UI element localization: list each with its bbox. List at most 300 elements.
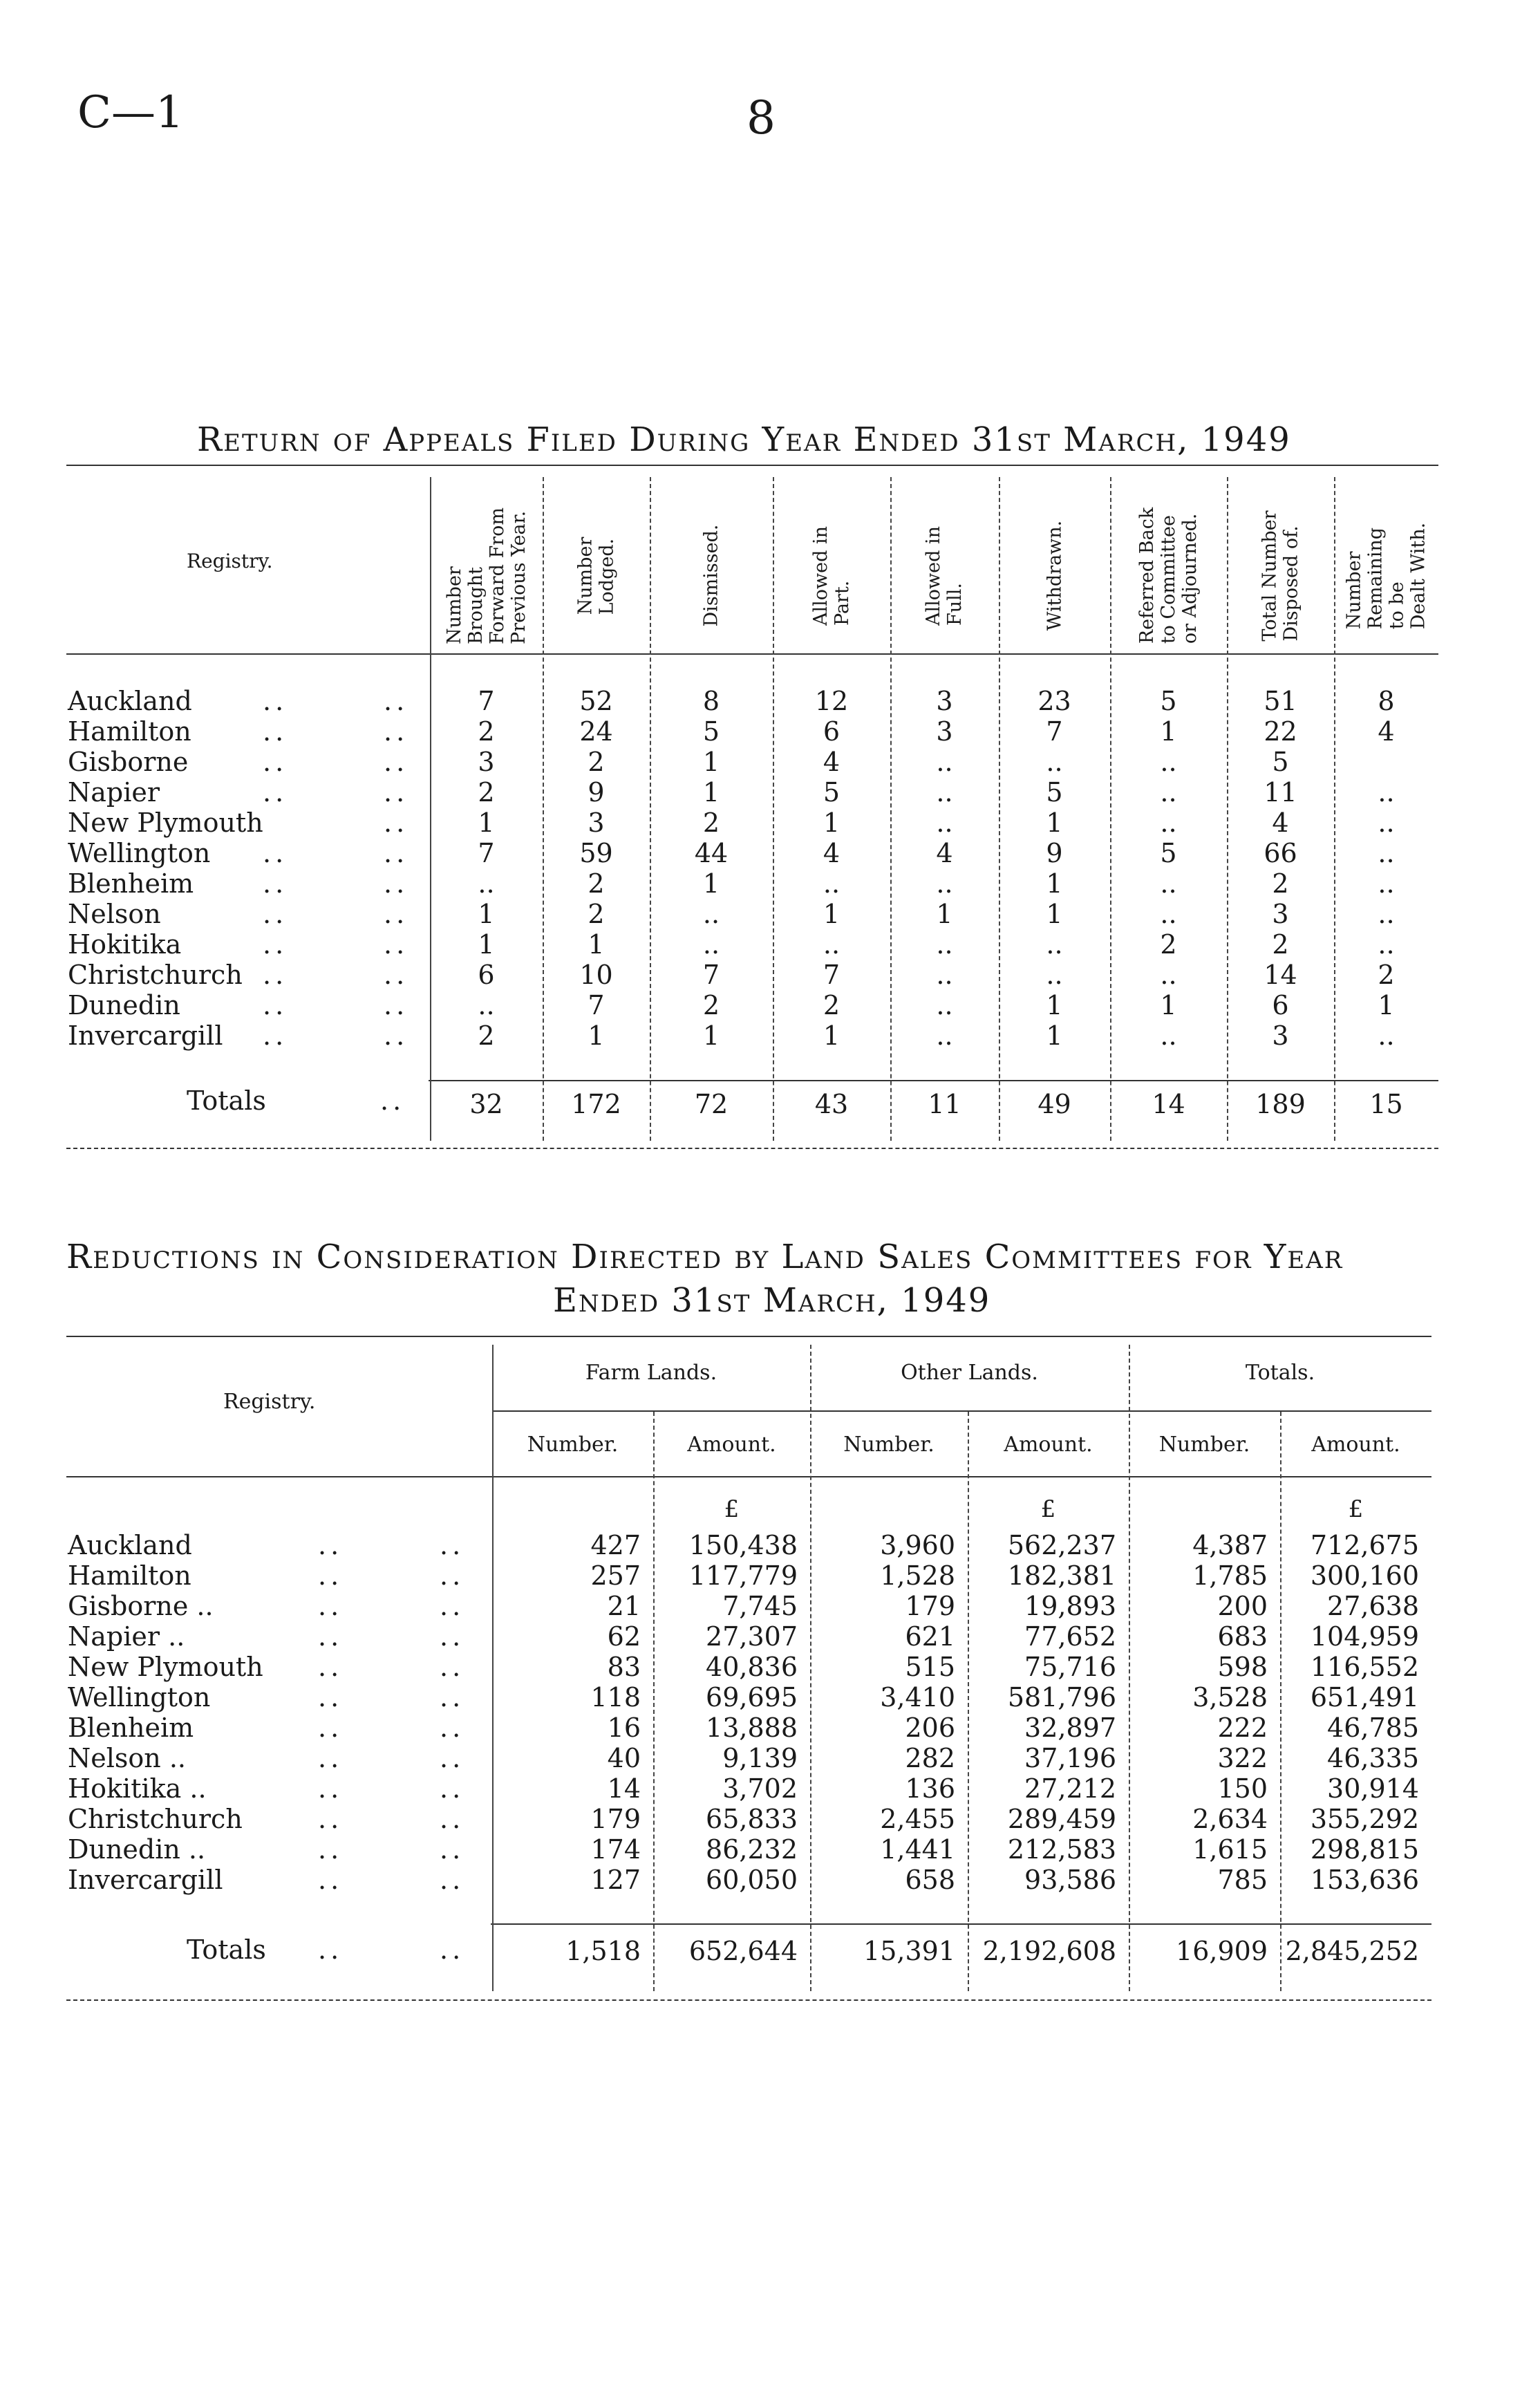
table2-header-rule bbox=[66, 1476, 1431, 1477]
table1-cell: .. bbox=[823, 868, 841, 899]
table1-cell: .. bbox=[936, 777, 953, 808]
table1-column-header-label: Number Remaining to be Dealt With. bbox=[1343, 522, 1429, 629]
table2-cell: 3,410 bbox=[880, 1682, 955, 1713]
table2-row-registry: Hokitika .. bbox=[68, 1773, 207, 1804]
table1-row-registry: Christchurch bbox=[68, 960, 243, 990]
table1-cell: 5 bbox=[1046, 777, 1063, 808]
table1-cell: 1 bbox=[823, 1020, 841, 1051]
table1-column-header-label: Withdrawn. bbox=[1044, 520, 1065, 631]
table1-cell: 3 bbox=[478, 747, 495, 777]
table1-cell: 1 bbox=[478, 929, 495, 960]
table2-group-header: Farm Lands. bbox=[585, 1361, 717, 1385]
table2-total-cell: 652,644 bbox=[688, 1936, 798, 1966]
table2-cell: 116,552 bbox=[1310, 1652, 1419, 1682]
table2-total-cell: 16,909 bbox=[1176, 1936, 1268, 1966]
table2-cell: 200 bbox=[1217, 1591, 1268, 1621]
table2-subheader: Number. bbox=[843, 1433, 935, 1457]
table2-cell: 21 bbox=[607, 1591, 641, 1621]
table1-cell: 51 bbox=[1264, 686, 1297, 716]
table2-cell: 179 bbox=[590, 1804, 641, 1834]
table1-cell: .. bbox=[1160, 960, 1177, 990]
table2-cell: 289,459 bbox=[1007, 1804, 1116, 1834]
table2-pound-sign: £ bbox=[1040, 1495, 1056, 1523]
table1-cell: 6 bbox=[478, 960, 495, 990]
table2-row-leader: .. bbox=[440, 1530, 465, 1560]
table2-cell: 83 bbox=[607, 1652, 641, 1682]
table1-cell: 1 bbox=[1046, 990, 1063, 1020]
table1-total-cell: 15 bbox=[1369, 1089, 1403, 1119]
table1-cell: 9 bbox=[588, 777, 605, 808]
table2-cell: 19,893 bbox=[1024, 1591, 1116, 1621]
table1-cell: .. bbox=[702, 929, 720, 960]
table2-cell: 658 bbox=[905, 1865, 955, 1895]
table2-group-rule bbox=[492, 1410, 1431, 1412]
table2-row-leader: .. bbox=[318, 1713, 344, 1743]
table1-cell: .. bbox=[1046, 747, 1063, 777]
table2-cell: 75,716 bbox=[1024, 1652, 1116, 1682]
table2-cell: 16 bbox=[607, 1713, 641, 1743]
table2-row-leader: .. bbox=[318, 1804, 344, 1834]
table1-column-header bbox=[430, 491, 543, 660]
table1-total-cell: 172 bbox=[571, 1089, 621, 1119]
table2-cell: 65,833 bbox=[706, 1804, 798, 1834]
table2-cell: 683 bbox=[1217, 1621, 1268, 1652]
table2-cell: 2,634 bbox=[1192, 1804, 1268, 1834]
table2-row-leader: .. bbox=[440, 1621, 465, 1652]
table2-row-leader: .. bbox=[318, 1530, 344, 1560]
table1-cell: 59 bbox=[579, 838, 613, 868]
table1-cell: 2 bbox=[1272, 868, 1289, 899]
table2-registry-header: Registry. bbox=[223, 1390, 316, 1414]
table1-cell: .. bbox=[1378, 899, 1395, 929]
table1-cell: 2 bbox=[588, 899, 605, 929]
table1-row-leader: .. bbox=[384, 808, 409, 838]
table2-row-leader: .. bbox=[440, 1834, 465, 1865]
table2-cell: 3,528 bbox=[1192, 1682, 1268, 1713]
table1-cell: 66 bbox=[1264, 838, 1297, 868]
table1-column-header bbox=[890, 491, 999, 660]
table1-row-leader: .. bbox=[263, 777, 288, 808]
table1-row-leader: .. bbox=[384, 747, 409, 777]
table1-bottom-rule bbox=[66, 1148, 1438, 1149]
table1-cell: 7 bbox=[478, 838, 495, 868]
table2-cell: 69,695 bbox=[706, 1682, 798, 1713]
table1-cell: 3 bbox=[1272, 1020, 1289, 1051]
table1-cell: 2 bbox=[1272, 929, 1289, 960]
table1-cell: .. bbox=[702, 899, 720, 929]
table1-cell: .. bbox=[1378, 808, 1395, 838]
table1-cell: 12 bbox=[814, 686, 849, 716]
table2-cell: 136 bbox=[905, 1773, 955, 1804]
table1-cell: .. bbox=[936, 960, 953, 990]
table2-cell: 322 bbox=[1217, 1743, 1268, 1773]
table1-cell: 1 bbox=[1046, 1020, 1063, 1051]
table1-row-registry: Napier bbox=[68, 777, 160, 808]
table2-cell: 62 bbox=[607, 1621, 641, 1652]
table1-cell: 2 bbox=[1378, 960, 1395, 990]
table2-cell: 3,702 bbox=[722, 1773, 798, 1804]
table2-row-registry: Napier .. bbox=[68, 1621, 185, 1652]
table2-row-leader: .. bbox=[318, 1621, 344, 1652]
table2-title-line2: Ended 31st March, 1949 bbox=[553, 1281, 991, 1320]
table2-total-cell: 1,518 bbox=[565, 1936, 641, 1966]
table1-cell: .. bbox=[478, 990, 495, 1020]
table2-cell: 32,897 bbox=[1024, 1713, 1116, 1743]
table2-row-registry: Dunedin .. bbox=[68, 1834, 206, 1865]
table1-cell: .. bbox=[1160, 808, 1177, 838]
table2-row-leader: .. bbox=[318, 1591, 344, 1621]
table1-row-leader: .. bbox=[384, 990, 409, 1020]
table1-row-leader: .. bbox=[263, 1020, 288, 1051]
table2-cell: 1,785 bbox=[1192, 1560, 1268, 1591]
table1-cell: 10 bbox=[579, 960, 613, 990]
table2-cell: 27,212 bbox=[1024, 1773, 1116, 1804]
table2-cell: 37,196 bbox=[1024, 1743, 1116, 1773]
table1-row-leader: .. bbox=[384, 686, 409, 716]
table2-row-registry: Auckland bbox=[68, 1530, 192, 1560]
table2-row-registry: Nelson .. bbox=[68, 1743, 186, 1773]
table1-cell: 7 bbox=[1046, 716, 1063, 747]
table2-cell: 150,438 bbox=[688, 1530, 798, 1560]
table1-cell: 2 bbox=[588, 868, 605, 899]
table1-cell: 14 bbox=[1264, 960, 1297, 990]
table1-totals-label: Totals bbox=[187, 1085, 266, 1116]
table2-cell: 222 bbox=[1217, 1713, 1268, 1743]
table1-row-registry: Wellington bbox=[68, 838, 211, 868]
table1-cell: 3 bbox=[936, 716, 953, 747]
table2-row-registry: New Plymouth bbox=[68, 1652, 263, 1682]
table1-registry-header: Registry. bbox=[187, 550, 273, 572]
table1-row-leader: .. bbox=[384, 716, 409, 747]
table2-cell: 1,441 bbox=[880, 1834, 955, 1865]
table1-row-leader: .. bbox=[263, 960, 288, 990]
table1-cell: .. bbox=[936, 929, 953, 960]
table1-row-registry: Gisborne bbox=[68, 747, 189, 777]
table2-row-leader: .. bbox=[440, 1743, 465, 1773]
table2-cell: 3,960 bbox=[880, 1530, 955, 1560]
table2-row-registry: Hamilton bbox=[68, 1560, 191, 1591]
table1-cell: 1 bbox=[1378, 990, 1395, 1020]
table2-cell: 117,779 bbox=[688, 1560, 798, 1591]
table2-title-line1: Reductions in Consideration Directed by Land Sales Committees for Year bbox=[66, 1238, 1344, 1276]
table1-cell: .. bbox=[936, 808, 953, 838]
table1-cell: 3 bbox=[588, 808, 605, 838]
table1-column-header bbox=[773, 491, 890, 660]
table1-cell: 24 bbox=[579, 716, 613, 747]
table1-row-registry: Nelson bbox=[68, 899, 161, 929]
table2-cell: 515 bbox=[905, 1652, 955, 1682]
table1-total-cell: 14 bbox=[1152, 1089, 1185, 1119]
table2-cell: 257 bbox=[590, 1560, 641, 1591]
table1-cell: 2 bbox=[478, 716, 495, 747]
table1-cell: 1 bbox=[702, 868, 720, 899]
table1-row-leader: .. bbox=[384, 777, 409, 808]
table1-cell: 11 bbox=[1264, 777, 1297, 808]
table1-cell: 2 bbox=[588, 747, 605, 777]
table2-cell: 13,888 bbox=[706, 1713, 798, 1743]
table2-row-leader: .. bbox=[440, 1773, 465, 1804]
table2-cell: 127 bbox=[590, 1865, 641, 1895]
table2-cell: 60,050 bbox=[706, 1865, 798, 1895]
table1-cell: 6 bbox=[1272, 990, 1289, 1020]
table1-cell: 1 bbox=[702, 777, 720, 808]
table2-pound-sign: £ bbox=[724, 1495, 740, 1523]
table2-total-cell: 2,192,608 bbox=[982, 1936, 1116, 1966]
table1-row-leader: .. bbox=[263, 929, 288, 960]
table2-cell: 300,160 bbox=[1310, 1560, 1419, 1591]
table1-cell: 2 bbox=[1160, 929, 1177, 960]
table1-cell: 4 bbox=[823, 838, 841, 868]
table1-column-header-label: Number Brought Forward From Previous Year. bbox=[443, 507, 529, 644]
table2-row-leader: .. bbox=[440, 1865, 465, 1895]
table1-total-cell: 32 bbox=[469, 1089, 503, 1119]
table2-cell: 150 bbox=[1217, 1773, 1268, 1804]
table1-cell: 7 bbox=[702, 960, 720, 990]
table1-column-header bbox=[1110, 491, 1227, 660]
table1-row-leader: .. bbox=[263, 747, 288, 777]
table1-row-leader: .. bbox=[384, 1020, 409, 1051]
table1-cell: 7 bbox=[478, 686, 495, 716]
table1-cell: 6 bbox=[823, 716, 841, 747]
table1-cell: 5 bbox=[823, 777, 841, 808]
table1-cell: 1 bbox=[1046, 868, 1063, 899]
table2-subheader: Amount. bbox=[687, 1433, 776, 1457]
table2-group-header: Other Lands. bbox=[901, 1361, 1038, 1385]
table1-cell: 8 bbox=[1378, 686, 1395, 716]
table1-cell: .. bbox=[1378, 1020, 1395, 1051]
table2-cell: 562,237 bbox=[1007, 1530, 1116, 1560]
table1-total-cell: 72 bbox=[694, 1089, 729, 1119]
table1-cell: 1 bbox=[1160, 990, 1177, 1020]
table2-subheader: Amount. bbox=[1004, 1433, 1093, 1457]
table2-totals-leader-1: .. bbox=[318, 1934, 344, 1965]
table2-totals-leader-2: .. bbox=[440, 1934, 465, 1965]
table1-column-header bbox=[543, 491, 650, 660]
table2-cell: 212,583 bbox=[1007, 1834, 1116, 1865]
table1-cell: 3 bbox=[936, 686, 953, 716]
table1-column-header-label: Referred Back to Committee or Adjourned. bbox=[1136, 507, 1201, 644]
table1-row-leader: .. bbox=[384, 838, 409, 868]
table2-bottom-rule bbox=[66, 1999, 1431, 2001]
table1-cell: 4 bbox=[823, 747, 841, 777]
table1-totals-leader: .. bbox=[380, 1085, 406, 1116]
table1-column-header-label: Allowed in Full. bbox=[923, 525, 966, 626]
table2-row-registry: Invercargill bbox=[68, 1865, 223, 1895]
table1-row-registry: Dunedin bbox=[68, 990, 180, 1020]
table1-cell: 8 bbox=[702, 686, 720, 716]
table1-cell: 1 bbox=[1046, 899, 1063, 929]
table1-total-cell: 49 bbox=[1037, 1089, 1071, 1119]
table2-cell: 118 bbox=[590, 1682, 641, 1713]
table2-cell: 27,638 bbox=[1327, 1591, 1419, 1621]
table1-title: Return of Appeals Filed During Year Ended 31st March, 1949 bbox=[197, 420, 1291, 459]
table1-cell: 7 bbox=[588, 990, 605, 1020]
table2-row-leader: .. bbox=[318, 1743, 344, 1773]
table2-cell: 621 bbox=[905, 1621, 955, 1652]
table2-cell: 14 bbox=[607, 1773, 641, 1804]
table2-cell: 427 bbox=[590, 1530, 641, 1560]
table1-cell: .. bbox=[936, 990, 953, 1020]
table1-column-header-label: Allowed in Part. bbox=[809, 525, 853, 626]
table1-row-leader: .. bbox=[263, 899, 288, 929]
table1-row-leader: .. bbox=[384, 899, 409, 929]
table2-cell: 298,815 bbox=[1310, 1834, 1419, 1865]
table1-cell: 1 bbox=[588, 1020, 605, 1051]
table2-subheader: Number. bbox=[1158, 1433, 1250, 1457]
table2-cell: 182,381 bbox=[1007, 1560, 1116, 1591]
table2-cell: 46,335 bbox=[1327, 1743, 1419, 1773]
table2-cell: 179 bbox=[905, 1591, 955, 1621]
table1-cell: 2 bbox=[702, 808, 720, 838]
table1-cell: 1 bbox=[478, 899, 495, 929]
table1-cell: 4 bbox=[1272, 808, 1289, 838]
table1-cell: 44 bbox=[694, 838, 729, 868]
table2-cell: 4,387 bbox=[1192, 1530, 1268, 1560]
table1-column-header bbox=[650, 491, 773, 660]
table2-cell: 104,959 bbox=[1310, 1621, 1419, 1652]
table2-cell: 40,836 bbox=[706, 1652, 798, 1682]
table1-totals-rule bbox=[429, 1080, 1438, 1081]
table1-row-leader: .. bbox=[263, 716, 288, 747]
table1-row-registry: Blenheim bbox=[68, 868, 194, 899]
table1-row-leader: .. bbox=[384, 929, 409, 960]
table1-column-header-label: Total Number Disposed of. bbox=[1259, 510, 1302, 642]
table1-column-header bbox=[1227, 491, 1334, 660]
table2-row-leader: .. bbox=[318, 1560, 344, 1591]
table1-cell: 1 bbox=[936, 899, 953, 929]
table2-row-registry: Christchurch bbox=[68, 1804, 243, 1834]
table1-cell: .. bbox=[936, 868, 953, 899]
table2-cell: 598 bbox=[1217, 1652, 1268, 1682]
table1-row-leader: .. bbox=[384, 960, 409, 990]
table2-cell: 27,307 bbox=[706, 1621, 798, 1652]
table1-cell: 5 bbox=[1272, 747, 1289, 777]
table1-cell: 5 bbox=[1160, 686, 1177, 716]
table2-cell: 30,914 bbox=[1327, 1773, 1419, 1804]
table1-row-registry: Hokitika bbox=[68, 929, 182, 960]
table1-cell: 1 bbox=[702, 747, 720, 777]
table1-cell: .. bbox=[1378, 777, 1395, 808]
table1-cell: 4 bbox=[1378, 716, 1395, 747]
table1-cell: 52 bbox=[579, 686, 613, 716]
table1-cell: .. bbox=[1160, 899, 1177, 929]
table1-cell: 2 bbox=[823, 990, 841, 1020]
table2-row-leader: .. bbox=[440, 1560, 465, 1591]
table2-total-cell: 15,391 bbox=[863, 1936, 955, 1966]
table2-subheader: Amount. bbox=[1311, 1433, 1400, 1457]
table2-row-leader: .. bbox=[318, 1865, 344, 1895]
table1-cell: .. bbox=[478, 868, 495, 899]
table1-cell: .. bbox=[1160, 868, 1177, 899]
table2-cell: 355,292 bbox=[1310, 1804, 1419, 1834]
table1-cell: .. bbox=[1160, 1020, 1177, 1051]
table1-cell: 7 bbox=[823, 960, 841, 990]
table1-row-registry: New Plymouth bbox=[68, 808, 263, 838]
table2-cell: 206 bbox=[905, 1713, 955, 1743]
table1-cell: .. bbox=[936, 747, 953, 777]
table2-cell: 7,745 bbox=[722, 1591, 798, 1621]
table2-row-leader: .. bbox=[318, 1834, 344, 1865]
table1-cell: .. bbox=[1378, 929, 1395, 960]
table2-cell: 93,586 bbox=[1024, 1865, 1116, 1895]
table2-totals-label: Totals bbox=[187, 1934, 266, 1965]
table2-cell: 712,675 bbox=[1310, 1530, 1419, 1560]
table1-row-registry: Auckland bbox=[68, 686, 192, 716]
table2-cell: 1,615 bbox=[1192, 1834, 1268, 1865]
table1-cell: 2 bbox=[478, 777, 495, 808]
table1-cell: 1 bbox=[478, 808, 495, 838]
table1-cell: 2 bbox=[702, 990, 720, 1020]
table2-row-leader: .. bbox=[440, 1804, 465, 1834]
table1-column-header-label: Dismissed. bbox=[700, 524, 722, 627]
table1-cell: .. bbox=[1378, 868, 1395, 899]
table1-cell: 1 bbox=[823, 808, 841, 838]
table2-cell: 785 bbox=[1217, 1865, 1268, 1895]
table2-row-leader: .. bbox=[318, 1773, 344, 1804]
table1-row-leader: .. bbox=[263, 990, 288, 1020]
table1-cell: 2 bbox=[478, 1020, 495, 1051]
table2-cell: 46,785 bbox=[1327, 1713, 1419, 1743]
table2-cell: 40 bbox=[607, 1743, 641, 1773]
table1-top-rule bbox=[66, 465, 1438, 466]
table2-cell: 174 bbox=[590, 1834, 641, 1865]
table1-cell: 1 bbox=[823, 899, 841, 929]
table1-cell: 4 bbox=[936, 838, 953, 868]
table2-group-header: Totals. bbox=[1245, 1361, 1315, 1385]
table1-cell: 22 bbox=[1264, 716, 1297, 747]
table1-cell: 1 bbox=[1160, 716, 1177, 747]
table2-row-registry: Gisborne .. bbox=[68, 1591, 214, 1621]
table2-row-leader: .. bbox=[318, 1682, 344, 1713]
page-reference: C—1 bbox=[77, 87, 184, 138]
table2-cell: 1,528 bbox=[880, 1560, 955, 1591]
table1-cell: 23 bbox=[1037, 686, 1071, 716]
table2-subheader: Number. bbox=[527, 1433, 619, 1457]
table1-row-registry: Invercargill bbox=[68, 1020, 223, 1051]
table2-pound-sign: £ bbox=[1348, 1495, 1364, 1523]
table2-cell: 282 bbox=[905, 1743, 955, 1773]
table1-column-header bbox=[999, 491, 1110, 660]
table2-row-leader: .. bbox=[318, 1652, 344, 1682]
table1-row-registry: Hamilton bbox=[68, 716, 191, 747]
table1-row-leader: .. bbox=[263, 838, 288, 868]
table1-cell: 5 bbox=[702, 716, 720, 747]
table2-row-registry: Blenheim bbox=[68, 1713, 194, 1743]
table2-totals-rule bbox=[491, 1923, 1431, 1925]
table2-row-registry: Wellington bbox=[68, 1682, 211, 1713]
table1-cell: .. bbox=[1160, 777, 1177, 808]
table1-total-cell: 11 bbox=[928, 1089, 961, 1119]
table1-cell: 3 bbox=[1272, 899, 1289, 929]
table2-row-leader: .. bbox=[440, 1713, 465, 1743]
table1-cell: .. bbox=[1046, 929, 1063, 960]
table2-cell: 9,139 bbox=[722, 1743, 798, 1773]
table1-column-header bbox=[1334, 491, 1438, 660]
table1-total-cell: 43 bbox=[814, 1089, 849, 1119]
table2-row-leader: .. bbox=[440, 1591, 465, 1621]
table1-row-leader: .. bbox=[384, 868, 409, 899]
table2-top-rule bbox=[66, 1336, 1431, 1337]
table2-row-leader: .. bbox=[440, 1652, 465, 1682]
table2-cell: 86,232 bbox=[706, 1834, 798, 1865]
table2-cell: 581,796 bbox=[1007, 1682, 1116, 1713]
table1-row-leader: .. bbox=[263, 868, 288, 899]
table1-column-header-label: Number Lodged. bbox=[574, 537, 618, 615]
table1-cell: 1 bbox=[588, 929, 605, 960]
table1-cell: .. bbox=[1046, 960, 1063, 990]
table1-cell: .. bbox=[823, 929, 841, 960]
table1-total-cell: 189 bbox=[1255, 1089, 1306, 1119]
